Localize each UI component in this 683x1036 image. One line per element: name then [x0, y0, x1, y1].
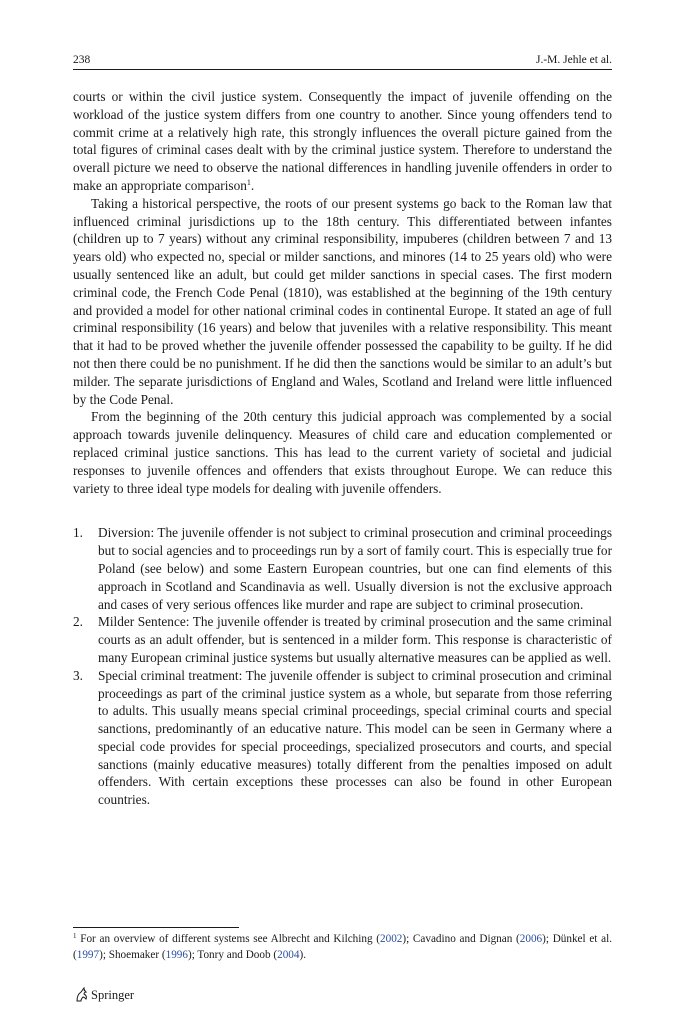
- list-item: [73, 667, 612, 809]
- paragraph-2: Taking a historical perspective, the roots of our present systems go back to the Roman law that influenced criminal jurisdictions up to the 18th century. This differentiated between infantes (children up to 7 years) without any criminal responsibility, impuberes (children between 7 and 13 years old) who expected no, special or milder sanctions, and minores (14 to 25 years old) who were usually sentenced like an adult, but could get milder sanctions in special cases. The first modern criminal code, the French Code Penal (1810), was established at the beginning of the 19th century and provided a model for other national criminal codes in continental Europe. It stated an age of full criminal responsibility (16 years) and below that juveniles with a relative responsibility. This meant that it had to be proved whether the juvenile offender possessed the capability to be guilty. If he did not then there could be no punishment. If he did then the sanctions would be similar to an adult’s but milder. The separate jurisdictions of England and Wales, Scotland and Ireland were little influenced by the Code Penal.: [73, 195, 612, 407]
- list-item-number: 1.: [73, 525, 83, 541]
- footnote: [73, 932, 612, 963]
- citation-link[interactable]: 1997: [76, 948, 100, 961]
- citation-link[interactable]: 1996: [165, 948, 188, 961]
- citation-link[interactable]: 2004: [277, 948, 300, 961]
- models-list: [73, 524, 612, 809]
- list-item-text: Special criminal treatment: The juvenile offender is subject to criminal prosecution and criminal proceedings as part of the criminal justice system as a whole, but separate from those referring to adults. This usually means special criminal proceedings, special criminal courts and special sanctions, predominantly of an educative nature. This model can be seen in Germany where a special code provides for special proceedings, specialized prosecutors and courts, and special sanctions (mainly educative measures) totally different from the penalties imposed on adult offenders. With certain exceptions these processes can also be found in other European countries.: [98, 667, 612, 808]
- publisher-logo: [73, 986, 134, 1004]
- paragraph-3: From the beginning of the 20th century this judicial approach was complemented by a social approach towards juvenile delinquency. Measures of child care and education complemented or replaced criminal justice sanctions. This has lead to the current variety of societal and judicial responses to juvenile offences and offenders that exists throughout Europe. We can reduce this variety to three ideal type models for dealing with juvenile offenders.: [73, 409, 612, 496]
- list-item-number: 3.: [73, 667, 83, 683]
- paragraph-1: [73, 88, 612, 195]
- list-item: [73, 613, 612, 666]
- springer-horse-icon: [73, 987, 89, 1003]
- running-head-authors: J.-M. Jehle et al.: [535, 54, 612, 66]
- publisher-name: Springer: [91, 988, 135, 1002]
- paragraph-1-tail: .: [250, 177, 255, 193]
- citation-link[interactable]: 2006: [519, 933, 543, 945]
- footnote-mark[interactable]: 1: [246, 177, 251, 187]
- body-text: [73, 88, 612, 809]
- header-rule: [73, 69, 612, 70]
- list-item-text: Milder Sentence: The juvenile offender is treated by criminal prosecution and the same criminal courts as an adult offender, but is sentenced in a milder form. This response is characteristic of many European criminal justice systems but usually alternative measures can be applied as well.: [98, 614, 612, 665]
- page-number: 238: [73, 54, 91, 66]
- paragraph-1-text: courts or within the civil justice system. Consequently the impact of juvenile offending on the workload of the justice system differs from one country to another. Since young offenders tend to commit crime at a relatively high rate, this strongly influences the overall picture gained from the total figures of criminal cases dealt with by the criminal justice system. Therefore to understand the overall picture we need to observe the national differences in handling juvenile offenders in order to make an appropriate comparison: [73, 89, 612, 193]
- footnote-text: For an overview of different systems see Albrecht and Kilching (2002); Cavadino and Dignan (2006); Dünkel et al. (1997); Shoemaker (1996); Tonry and Doob (2004).: [73, 933, 612, 961]
- running-head: [73, 52, 612, 68]
- list-item: [73, 524, 612, 613]
- list-item-number: 2.: [73, 614, 83, 630]
- footnote-number: 1: [73, 932, 77, 940]
- citation-link[interactable]: 2002: [380, 933, 403, 945]
- list-item-text: Diversion: The juvenile offender is not subject to criminal prosecution and criminal proceedings but to social agencies and to proceedings run by a sort of family court. This is especially true for Poland (see below) and some Eastern European countries, but one can find elements of this approach in Scotland and Scandinavia as well. Usually diversion is not the exclusive approach and cases of very serious offences like murder and rape are subject to criminal prosecution.: [98, 525, 612, 612]
- footnote-rule: [73, 927, 239, 928]
